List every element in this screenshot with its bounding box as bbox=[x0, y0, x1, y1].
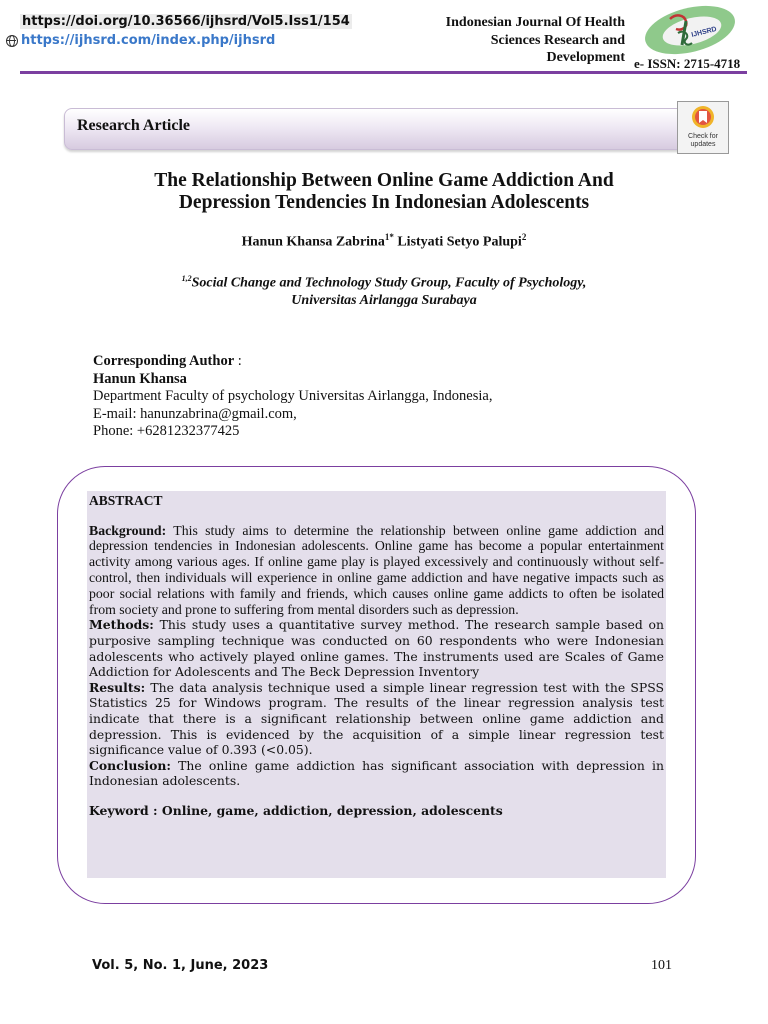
abstract-conclusion-text: The online game addiction has significant association with depression in Indonesian adolescents. bbox=[89, 757, 664, 789]
abstract-keywords: Keyword : Online, game, addiction, depression, adolescents bbox=[89, 802, 503, 818]
author-2: Listyati Setyo Palupi bbox=[397, 234, 522, 250]
article-title-line2: Depression Tendencies In Indonesian Adolescents bbox=[178, 192, 590, 213]
journal-url-text[interactable]: https://ijhsrd.com/index.php/ijhsrd bbox=[21, 33, 276, 48]
author-list bbox=[0, 232, 768, 251]
corresponding-author-department: Department Faculty of psychology Universitas Airlangga, Indonesia, bbox=[93, 388, 493, 404]
globe-icon bbox=[6, 35, 18, 47]
article-type-bar bbox=[64, 108, 701, 150]
journal-name-line3: Development bbox=[546, 50, 625, 65]
author-1-affiliation-mark: 1* bbox=[384, 232, 394, 242]
doi-link[interactable]: https://doi.org/10.36566/ijhsrd/Vol5.Iss1/154 bbox=[22, 14, 350, 29]
article-title bbox=[0, 170, 768, 214]
check-for-updates-badge[interactable] bbox=[677, 101, 729, 154]
bookmark-icon bbox=[690, 105, 716, 129]
article-type-label: Research Article bbox=[77, 117, 190, 134]
corresponding-author-colon: : bbox=[234, 353, 242, 369]
abstract-background bbox=[89, 523, 664, 618]
journal-url-link[interactable] bbox=[6, 33, 275, 48]
abstract-results bbox=[89, 680, 664, 758]
header-divider bbox=[20, 71, 747, 74]
corresponding-author-name: Hanun Khansa bbox=[93, 370, 187, 387]
author-1: Hanun Khansa Zabrina bbox=[241, 234, 385, 250]
journal-logo bbox=[642, 5, 738, 55]
abstract-box bbox=[87, 491, 666, 878]
check-updates-line1: Check for bbox=[688, 133, 718, 140]
affiliation-line2: Universitas Airlangga Surabaya bbox=[291, 292, 477, 308]
author-2-affiliation-mark: 2 bbox=[521, 232, 527, 242]
abstract-background-text: This study aims to determine the relationship between online game addiction and depression tendencies in Indonesian adolescents. Online game has become a popular entertainment activity among various ages. If online game play is played excessively and continuously without self-control, then individuals will experience in online game addiction and have negative impacts such as poor social relations with family and friends, which causes online game addicts to often be isolated from society and prone to suffering from mental disorders such as depression. bbox=[89, 522, 664, 617]
abstract-methods-label: Methods: bbox=[89, 617, 154, 633]
check-updates-line2: updates bbox=[690, 141, 716, 148]
abstract-methods bbox=[89, 617, 664, 679]
article-title-line1: The Relationship Between Online Game Addiction And bbox=[154, 170, 614, 191]
abstract-conclusion-label: Conclusion: bbox=[89, 757, 171, 773]
abstract-results-text: The data analysis technique used a simple linear regression test with the SPSS Statistics 25 for Windows program. The results of the linear regression analysis test indicate that there is a significant relationship between online game addiction and depression. This is evidenced by the acquisition of a simple linear regression test significance value of 0.393 (<0.05). bbox=[89, 679, 664, 758]
logo-text: IJHSRD bbox=[690, 25, 718, 39]
corresponding-author-phone: Phone: +6281232377425 bbox=[93, 423, 240, 439]
affiliation bbox=[0, 270, 768, 309]
corresponding-author-label: Corresponding Author bbox=[93, 353, 235, 369]
journal-name-line2: Sciences Research and bbox=[490, 32, 625, 48]
affiliation-line1: Social Change and Technology Study Group, Faculty of Psychology, bbox=[191, 275, 587, 291]
abstract-results-label: Results: bbox=[89, 679, 146, 695]
abstract-background-label: Background: bbox=[89, 522, 167, 538]
corresponding-author-block bbox=[93, 353, 492, 441]
footer-page-number: 101 bbox=[651, 958, 672, 973]
journal-name-line1: Indonesian Journal Of Health bbox=[445, 15, 625, 30]
issn: e- ISSN: 2715-4718 bbox=[634, 56, 741, 71]
affiliation-mark: 1,2 bbox=[181, 274, 192, 283]
abstract-methods-text: This study uses a quantitative survey method. The research sample based on purposive sampling technique was conducted on 60 respondents who were Indonesian adolescents who actively played online games. The instruments used are Scales of Game Addiction for Adolescents and The Beck Depression Inventory bbox=[89, 617, 664, 680]
abstract-heading: ABSTRACT bbox=[89, 493, 163, 508]
footer-volume: Vol. 5, No. 1, June, 2023 bbox=[92, 958, 269, 973]
corresponding-author-email: E-mail: hanunzabrina@gmail.com, bbox=[93, 405, 297, 422]
abstract-conclusion bbox=[89, 758, 664, 789]
journal-name bbox=[446, 14, 625, 67]
